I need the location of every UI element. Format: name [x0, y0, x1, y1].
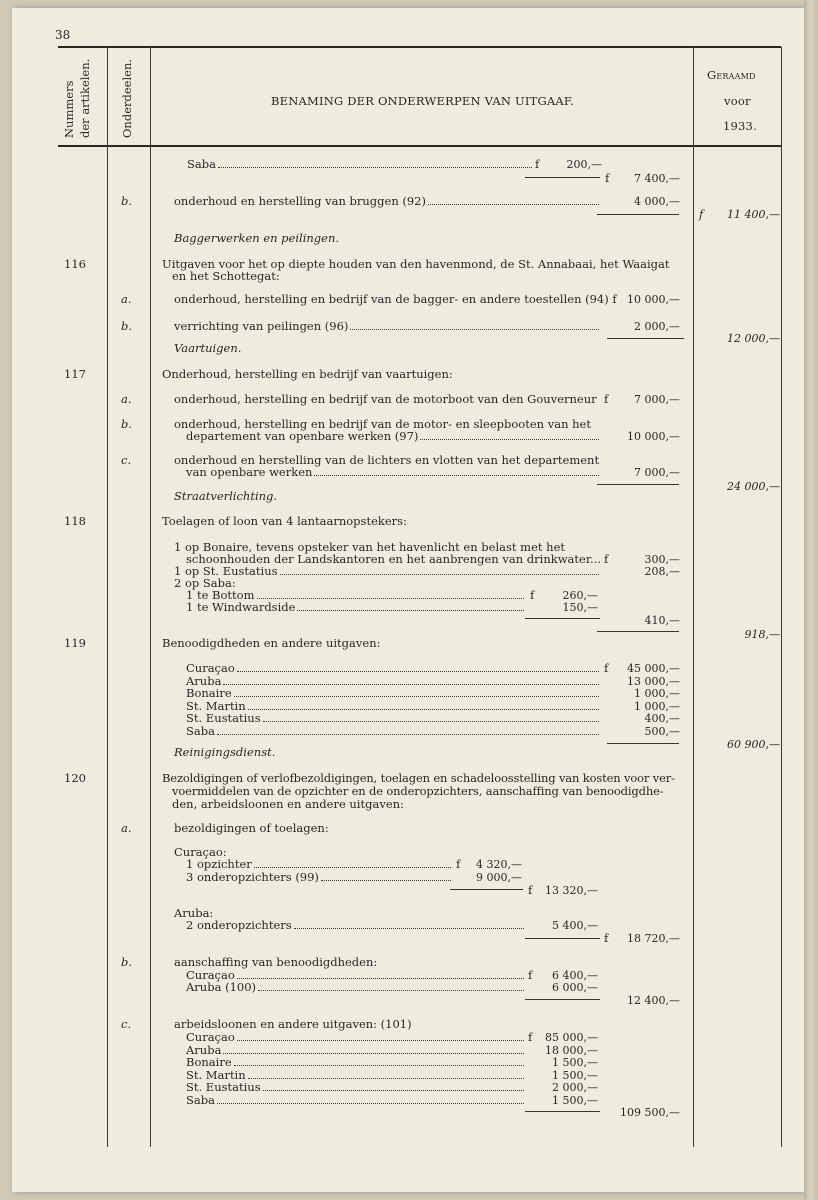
saba-top-amount: 200,—: [566, 158, 602, 171]
a117-b-amount: 10 000,—: [627, 430, 680, 443]
a120-a-ond-label: 3 onderopzichters (99): [186, 870, 319, 884]
a116-total: 12 000,—: [727, 332, 780, 345]
a117-a-letter: a.: [121, 392, 132, 406]
a120-a-curacao: Curaçao:: [174, 845, 227, 859]
a118-line-6-row: [186, 601, 524, 614]
a118-line-3-row: [174, 565, 599, 578]
ledger-row-label: Curaçao: [186, 1030, 235, 1044]
a119-number: 119: [64, 636, 86, 650]
sum-rule: [607, 743, 679, 744]
a120-a-letter: a.: [121, 821, 132, 835]
a118-line-2: schoonhouden der Landskantoren en het aanbrengen van drinkwater...: [186, 552, 602, 566]
header-articles-2: der artikelen.: [78, 58, 92, 138]
col-line-3: [693, 47, 694, 1147]
a120-text-2: voermiddelen van de opzichter en de onderopzichters, aanschaffing van benoodigdhe-: [172, 784, 664, 798]
leader-dots: [294, 919, 524, 929]
leader-dots: [248, 1069, 524, 1079]
a120-a-cur-f: f: [528, 883, 533, 897]
ledger-row-label: Saba: [186, 723, 215, 738]
a120-c-letter: c.: [121, 1017, 132, 1031]
a117-c-text-1: onderhoud en herstelling van de lichters en vlotten van het departement: [174, 453, 600, 467]
a120-a-aru-row: [186, 919, 524, 932]
col-line-2: [150, 47, 151, 1147]
ledger-row: [186, 725, 599, 738]
ledger-row-label: Bonaire: [186, 1055, 232, 1069]
a119-total: 60 900,—: [727, 738, 780, 751]
leader-dots: [234, 1056, 524, 1066]
a116-a-letter: a.: [121, 292, 132, 306]
sum-rule: [450, 889, 523, 890]
a117-b-letter: b.: [121, 417, 133, 431]
sum-rule: [525, 999, 600, 1000]
a120-c-total: 109 500,—: [620, 1106, 680, 1119]
ledger-row-label: St. Martin: [186, 1067, 246, 1082]
a120-number: 120: [64, 771, 86, 785]
a120-a-ond-amount: 9 000,—: [476, 871, 522, 884]
a120-a-opz-f: f: [456, 857, 461, 871]
ledger-row-amount: 2 000,—: [552, 1081, 598, 1094]
a118-total: 918,—: [744, 628, 780, 641]
leader-dots: [314, 466, 599, 476]
a120-a-aru-amount: 5 400,—: [552, 919, 598, 932]
t1-f: f: [699, 207, 704, 221]
ledger-row: [186, 687, 599, 700]
a118-text: Toelagen of loon van 4 lantaarnopstekers:: [162, 514, 407, 528]
a118-number: 118: [64, 514, 86, 528]
a120-a-text: bezoldigingen of toelagen:: [174, 821, 329, 835]
a117-a-text: onderhoud, herstelling en bedrijf van de motorboot van den Gouverneur: [174, 392, 597, 406]
ledger-row-amount: 1 000,—: [634, 699, 680, 713]
ledger-row: [186, 712, 599, 725]
ledger-row-amount: 45 000,—: [627, 662, 680, 675]
ledger-row-amount: 1 500,—: [552, 1056, 598, 1069]
header-top-rule: [58, 46, 781, 48]
ledger-row-amount: 85 000,—: [545, 1031, 598, 1044]
sum-rule: [525, 177, 600, 178]
ledger-row-amount: 1 500,—: [552, 1068, 598, 1082]
col-line-4: [781, 47, 782, 1147]
sum-rule: [525, 618, 600, 619]
a120-c-text: arbeidsloonen en andere uitgaven: (101): [174, 1017, 412, 1031]
ledger-row: [186, 1031, 524, 1044]
a119-text: Benoodigdheden en andere uitgaven:: [162, 636, 381, 650]
header-articles-1: Nummers: [62, 80, 76, 138]
a120-b-aru-row: [186, 981, 524, 994]
ledger-row-amount: 1 000,—: [634, 687, 680, 700]
a120-text-3: den, arbeidsloonen en andere uitgaven:: [172, 797, 404, 811]
a116-b-amount: 2 000,—: [634, 320, 680, 333]
a118-line-2-f: f: [604, 552, 609, 566]
a120-b-text: aanschaffing van benoodigdheden:: [174, 955, 378, 969]
header-budget-1: Geraamd: [707, 68, 756, 82]
a120-b-aru-amount: 6 000,—: [552, 981, 598, 994]
ledger-row-label: St. Eustatius: [186, 1080, 261, 1094]
ledger-row-label: Aruba: [186, 1042, 222, 1057]
a117-b-label: departement van openbare werken (97): [186, 429, 419, 443]
ledger-row-label: Bonaire: [186, 686, 232, 700]
a120-a-opz-amount: 4 320,—: [476, 858, 522, 871]
a120-a-ond-row: [186, 871, 451, 884]
a116-a-amount: 10 000,—: [627, 293, 680, 306]
a118-line-5-amount: 260,—: [562, 589, 598, 602]
b1-letter: b.: [121, 194, 133, 208]
ledger-row-amount: 500,—: [644, 724, 680, 738]
leader-dots: [237, 969, 524, 979]
a120-a-aru-label: 2 onderopzichters: [186, 918, 292, 932]
a116-a-text: onderhoud, herstelling en bedrijf van de bagger- en andere toestellen (94) f: [174, 292, 617, 306]
a120-b-cur-label: Curaçao: [186, 968, 235, 982]
sum-rule: [597, 631, 679, 632]
a120-a-total: 18 720,—: [627, 932, 680, 945]
a116-text-2: en het Schottegat:: [172, 269, 280, 283]
leader-dots: [223, 675, 599, 685]
leader-dots: [297, 601, 524, 611]
b1-row: [174, 195, 599, 208]
ledger-row-amount: 13 000,—: [627, 674, 680, 688]
header-budget-3: 1933.: [723, 119, 757, 133]
leader-dots: [254, 858, 451, 868]
heading-straat: Straatverlichting.: [174, 489, 278, 503]
ledger-row-label: Saba: [186, 1092, 215, 1107]
a116-number: 116: [64, 257, 86, 271]
a120-b-aru-label: Aruba (100): [186, 980, 257, 994]
sum-rule: [607, 338, 684, 339]
a118-line-6-amount: 150,—: [562, 601, 598, 614]
ledger-row-amount: 18 000,—: [545, 1043, 598, 1057]
ledger-row-amount: 1 500,—: [552, 1093, 598, 1107]
a120-a-opz-label: 1 opzichter: [186, 857, 252, 871]
a120-a-f: f: [604, 931, 609, 945]
header-sub: Onderdeelen.: [120, 58, 134, 138]
sum-rule: [597, 484, 679, 485]
page-number: 38: [55, 28, 71, 42]
a117-a-f: f: [604, 392, 609, 406]
header-budget-2: voor: [724, 94, 751, 108]
a120-a-aruba: Aruba:: [174, 906, 214, 920]
a117-b-row: [186, 430, 599, 443]
ledger-row: [186, 1081, 524, 1094]
a120-b-letter: b.: [121, 955, 133, 969]
leader-dots: [223, 1044, 524, 1054]
a118-saba-sum: 410,—: [644, 614, 680, 627]
a117-c-row: [186, 466, 599, 479]
header-desc: BENAMING DER ONDERWERPEN VAN UITGAAF.: [271, 94, 575, 108]
page-edge: [804, 0, 818, 1200]
sum-rule: [525, 1111, 600, 1112]
saba-top-f: f: [535, 157, 540, 171]
leader-dots: [234, 687, 599, 697]
a116-b-label: verrichting van peilingen (96): [174, 319, 349, 333]
a117-number: 117: [64, 367, 86, 381]
saba-top-row: [187, 158, 532, 171]
leader-dots: [218, 158, 532, 168]
ledger-row: [186, 1044, 524, 1057]
a117-total: 24 000,—: [727, 480, 780, 493]
heading-vaartuigen: Vaartuigen.: [174, 341, 242, 355]
ledger-row: [186, 1094, 524, 1107]
sum-rule: [597, 214, 679, 215]
ledger-row: [186, 675, 599, 688]
a118-line-3-label: 1 op St. Eustatius: [174, 564, 278, 578]
a117-c-letter: c.: [121, 453, 132, 467]
sum-rule: [525, 938, 600, 939]
a117-c-label: van openbare werken: [186, 465, 313, 479]
saba-top-label: Saba: [187, 157, 216, 171]
col-line-1: [107, 47, 108, 1147]
a120-b-total: 12 400,—: [627, 994, 680, 1007]
leader-dots: [257, 589, 524, 599]
ledger-row-label: Aruba: [186, 673, 222, 688]
a118-line-1: 1 op Bonaire, tevens opsteker van het havenlicht en belast met het: [174, 540, 565, 554]
a117-b-text-1: onderhoud, herstelling en bedrijf van de motor- en sleepbooten van het: [174, 417, 591, 431]
a117-c-amount: 7 000,—: [634, 466, 680, 479]
a120-text-1: Bezoldigingen of verlofbezoldigingen, toelagen en schadeloosstelling van kosten voor ver-: [162, 771, 675, 785]
heading-bagger: Baggerwerken en peilingen.: [174, 231, 340, 245]
leader-dots: [237, 1031, 524, 1041]
b1-label: onderhoud en herstelling van bruggen (92): [174, 194, 426, 208]
a117-a-amount: 7 000,—: [634, 393, 680, 406]
leader-dots: [350, 320, 599, 330]
leader-dots: [321, 871, 451, 881]
sub1-f: f: [605, 171, 610, 185]
heading-reiniging: Reinigingsdienst.: [174, 745, 276, 759]
leader-dots: [428, 195, 599, 205]
leader-dots: [237, 662, 599, 672]
leader-dots: [258, 981, 524, 991]
ledger-row-label: St. Martin: [186, 698, 246, 713]
header-bottom-rule: [58, 145, 781, 147]
a116-b-row: [174, 320, 599, 333]
leader-dots: [217, 1094, 524, 1104]
leader-dots: [280, 565, 599, 575]
a118-line-3-amount: 208,—: [644, 565, 680, 578]
ledger-row: [186, 662, 599, 675]
a118-line-4: 2 op Saba:: [174, 576, 236, 590]
leader-dots: [263, 1081, 524, 1091]
a117-text: Onderhoud, herstelling en bedrijf van vaartuigen:: [162, 367, 453, 381]
a116-b-letter: b.: [121, 319, 133, 333]
a118-line-5-f: f: [530, 588, 535, 602]
a118-line-6-label: 1 te Windwardside: [186, 600, 296, 614]
ledger-row-label: St. Eustatius: [186, 711, 261, 725]
ledger-row-amount: 400,—: [644, 712, 680, 725]
a120-b-cur-amount: 6 400,—: [552, 969, 598, 982]
sub1-total: 7 400,—: [634, 172, 680, 185]
a120-a-cur-sum: 13 320,—: [545, 884, 598, 897]
ledger-row-f: f: [528, 1030, 533, 1044]
a120-b-cur-f: f: [528, 968, 533, 982]
t1-total: 11 400,—: [727, 208, 780, 221]
leader-dots: [248, 700, 599, 710]
leader-dots: [217, 725, 599, 735]
ledger-row-label: Curaçao: [186, 661, 235, 675]
a116-text-1: Uitgaven voor het op diepte houden van den havenmond, de St. Annabaai, het Waaigat: [162, 257, 670, 271]
a118-line-2-amount: 300,—: [644, 553, 680, 566]
leader-dots: [263, 712, 599, 722]
leader-dots: [420, 430, 599, 440]
b1-amount: 4 000,—: [634, 195, 680, 208]
a118-line-5-label: 1 te Bottom: [186, 588, 255, 602]
ledger-row-f: f: [604, 661, 609, 675]
